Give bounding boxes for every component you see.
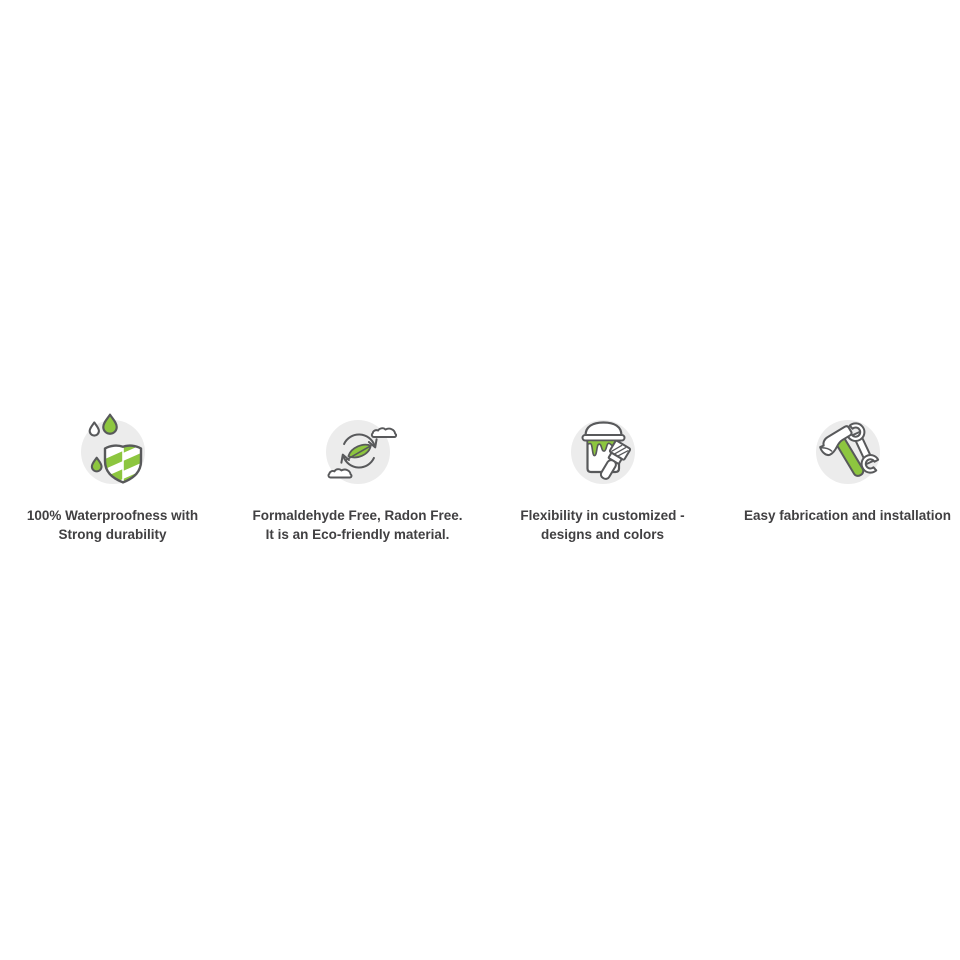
feature-caption	[252, 507, 462, 544]
feature-caption	[520, 507, 684, 544]
feature-item-custom-designs	[480, 410, 725, 544]
caption-line: Formaldehyde Free, Radon Free.	[252, 508, 463, 523]
feature-caption	[27, 507, 198, 544]
feature-caption	[744, 507, 951, 526]
eco-recycle-leaf-icon	[316, 410, 400, 494]
caption-line: designs and colors	[540, 526, 665, 542]
feature-item-waterproofness	[0, 410, 235, 544]
hammer-wrench-icon	[806, 410, 890, 494]
caption-line: Easy fabrication and installation	[743, 508, 952, 523]
caption-line: It is an Eco-friendly material.	[265, 526, 450, 542]
caption-line: 100% Waterproofness with	[26, 508, 199, 523]
feature-row	[0, 410, 960, 544]
feature-item-easy-installation	[725, 410, 960, 544]
caption-line: Strong durability	[58, 526, 167, 542]
paint-bucket-brush-icon	[561, 410, 645, 494]
waterproof-shield-icon	[71, 410, 155, 494]
feature-item-eco-friendly	[235, 410, 480, 544]
caption-line: Flexibility in customized -	[520, 508, 685, 523]
